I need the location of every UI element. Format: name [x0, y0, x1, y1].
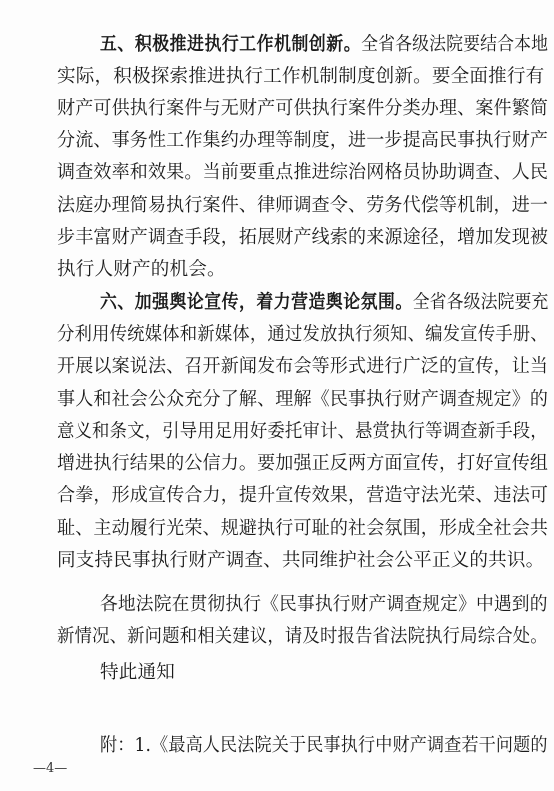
section-5-heading: 五、积极推进执行工作机制创新。: [100, 34, 362, 55]
section-5-line: 执行人财产的机会。: [57, 259, 226, 280]
section-6-line: 增进执行结果的公信力。要加强正反两方面宣传，打好宣传组: [57, 453, 549, 474]
attachment-line: 附：1.《最高人民法院关于民事执行中财产调查若干问题的: [100, 735, 548, 756]
section-5-line: 步丰富财产调查手段，拓展财产线索的来源途径，增加发现被: [57, 227, 549, 248]
section-6-line: 分利用传统媒体和新媒体，通过发放执行须知、编发宣传手册、: [57, 324, 548, 345]
section-6-line: 同支持民事执行财产调查、共同维护社会公平正义的共识。: [57, 550, 545, 571]
section-5-line: 法庭办理简易执行案件、律师调查令、劳务代偿等机制，进一: [57, 195, 549, 216]
section-6-line: 开展以案说法、召开新闻发布会等形式进行广泛的宣传，让当: [57, 356, 549, 377]
closing-line-2: 新情况、新问题和相关建议，请及时报告省法院执行局综合处。: [57, 626, 548, 647]
section-5-line-1-rest: 全省各级法院要结合本地: [361, 34, 549, 55]
closing-line-1: 各地法院在贯彻执行《民事执行财产调查规定》中遇到的: [100, 594, 548, 615]
section-6-line: 意义和条文，引导用足用好委托审计、悬赏执行等调查新手段，: [57, 421, 548, 442]
section-6-first-line: [100, 292, 548, 314]
page-number: —4—: [33, 761, 68, 776]
section-5-first-line: [100, 34, 548, 56]
section-6-line-1-rest: 全省各级法院要充: [412, 292, 549, 313]
section-5-line: 财产可供执行案件与无财产可供执行案件分类办理、案件繁简: [57, 98, 549, 119]
section-6-line: 事人和社会公众充分了解、理解《民事执行财产调查规定》的: [57, 389, 549, 410]
section-6-heading: 六、加强舆论宣传，着力营造舆论氛围。: [100, 292, 413, 313]
section-5-line: 分流、事务性工作集约办理等制度，进一步提高民事执行财产: [57, 130, 549, 151]
section-5-line: 调查效率和效果。当前要重点推进综治网格员协助调查、人民: [57, 162, 549, 183]
section-6-line: 耻、主动履行光荣、规避执行可耻的社会氛围，形成全社会共: [57, 518, 549, 539]
section-5-line: 实际，积极探索推进执行工作机制制度创新。要全面推行有: [57, 66, 545, 87]
section-6-line: 合拳，形成宣传合力，提升宣传效果，营造守法光荣、违法可: [57, 485, 549, 506]
closing-notice: 特此通知: [100, 662, 175, 683]
